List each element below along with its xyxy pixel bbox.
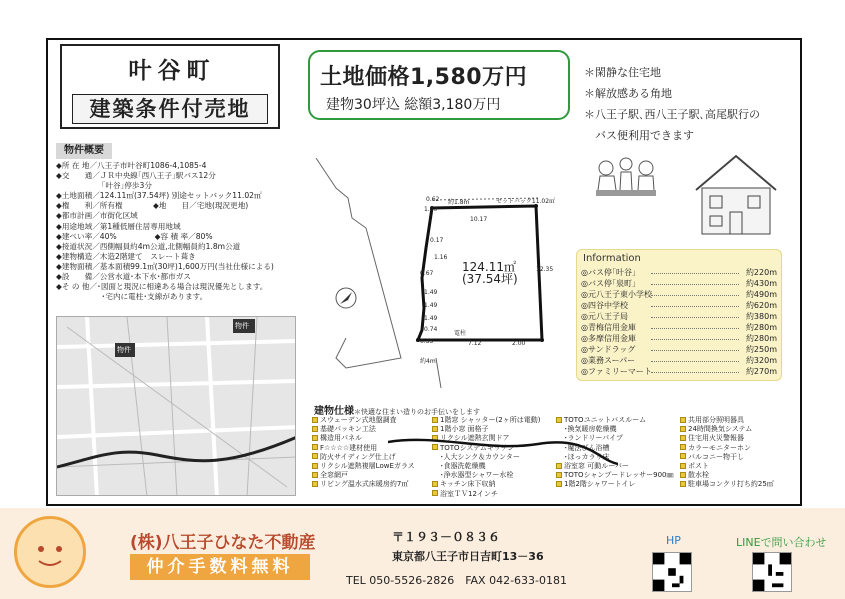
info-bullet-icon: ◎ — [581, 334, 588, 343]
bullet-square-icon — [680, 435, 686, 441]
info-bullet-icon: ◎ — [581, 268, 588, 277]
spec-item — [312, 480, 415, 489]
bullet-square-icon — [680, 472, 686, 478]
postal-code: 〒１９３－０８３６ — [392, 530, 501, 544]
house-illustration — [690, 150, 782, 238]
info-distance: 約620m — [745, 301, 777, 310]
info-bullet-icon: ◎ — [581, 323, 588, 332]
spec-text: TOTOシャンプードレッサー900㎜ — [564, 471, 674, 480]
info-distance: 約430m — [745, 279, 777, 288]
spec-item — [556, 416, 674, 425]
spec-text: TOTOユニットバスルーム — [564, 416, 647, 424]
price-box — [308, 50, 570, 120]
spec-text: 構造用パネル — [320, 434, 362, 443]
plot-dimension-label: 0.17 — [430, 237, 444, 244]
bullet-square-icon — [432, 417, 438, 423]
overview-row: ◆用途地域／第1種低層住居専用地域 — [56, 221, 181, 231]
overview-row: ◆所 在 地／八王子市叶谷町1086-4,1085-4 — [56, 161, 207, 170]
info-row — [581, 268, 779, 278]
info-bullet-icon: ◎ — [581, 301, 588, 310]
spec-item — [680, 480, 774, 489]
no-commission-badge: 仲介手数料無料 — [130, 554, 310, 580]
bullet-square-icon — [556, 417, 562, 423]
spec-text: 住宅用火災警報器 — [688, 434, 744, 443]
spec-text: 共用部分照明器具 — [688, 416, 744, 424]
line-label: LINEで問い合わせ — [736, 536, 827, 549]
info-place: サンドラッグ — [587, 345, 636, 354]
overview-row: ◆設 備／公営水道･本下水･都市ガス — [56, 272, 191, 282]
map-label-property-zoom: 物件 — [235, 322, 249, 330]
overview-row: ◆接道状況／西側幅員約4m公道,北側幅員約1.8m公道 — [56, 241, 241, 251]
spec-text: F☆☆☆☆建材使用 — [320, 443, 378, 452]
spec-item — [432, 416, 540, 425]
info-row — [581, 345, 779, 355]
info-distance: 約250m — [745, 345, 777, 354]
leader-dots — [651, 306, 739, 307]
spec-text: ･魔法びん浴槽 — [564, 443, 610, 452]
plot-diagram — [306, 158, 566, 390]
feature-item: ＊解放感ある角地 — [584, 87, 672, 100]
overview-row: ◆建物構造／木造2階建て スレート葺き — [56, 251, 196, 261]
spec-text: 1階小窓 面格子 — [440, 425, 489, 434]
spec-text: 基礎パッキン工法 — [320, 425, 376, 434]
spec-text: ･人大シンク＆カウンター — [440, 452, 520, 461]
info-place: 元八王子東小学校 — [587, 290, 652, 299]
info-bullet-icon: ◎ — [581, 312, 588, 321]
company-name: (株)八王子ひなた不動産 — [130, 533, 316, 553]
bullet-square-icon — [312, 426, 318, 432]
spec-text: ･食器洗乾燥機 — [440, 462, 486, 471]
setback-label: セットバック11.02㎡ — [496, 198, 556, 205]
info-place: バス停｢叶谷｣ — [587, 268, 636, 277]
bullet-square-icon — [680, 453, 686, 459]
spec-text: 1階2階シャワートイレ — [564, 480, 636, 489]
map-label-property: 物件 — [117, 346, 131, 354]
info-title: Information — [583, 253, 641, 264]
leader-dots — [651, 361, 739, 362]
info-row — [581, 290, 779, 300]
spec-text: キッチン床下収納 — [440, 480, 496, 489]
bullet-square-icon — [680, 417, 686, 423]
contact-numbers: TEL 050-5526-2826 FAX 042-633-0181 — [346, 574, 568, 587]
title-box — [60, 44, 280, 129]
info-distance: 約320m — [745, 356, 777, 365]
info-bullet-icon: ◎ — [581, 290, 588, 299]
spec-text: ポスト — [688, 462, 709, 471]
info-distance: 約380m — [745, 312, 777, 321]
bullet-square-icon — [680, 444, 686, 450]
sun-logo-icon — [14, 516, 86, 588]
spec-text: 全窓網戸 — [320, 471, 348, 480]
plot-area: 124.11㎡ — [462, 260, 516, 274]
info-distance: 約280m — [745, 334, 777, 343]
overview-row: ｢叶谷｣停歩3分 — [56, 181, 152, 191]
spec-text: ･換気暖房乾燥機 — [564, 425, 617, 434]
overview-list — [56, 161, 296, 302]
spec-text: スウェーデン式地盤調査 — [320, 416, 397, 424]
info-distance: 約490m — [745, 290, 777, 299]
leader-dots — [651, 328, 739, 329]
info-place: バス停｢泉町｣ — [587, 279, 636, 288]
spec-text: ･浄水器型シャワー水栓 — [440, 471, 514, 480]
info-row — [581, 301, 779, 311]
info-bullet-icon: ◎ — [581, 279, 588, 288]
spec-text: 浴室ＴＶ12インチ — [440, 489, 498, 498]
overview-row: ◆土地面積／124.11㎡(37.54坪) 別途セットバック11.02㎡ — [56, 191, 262, 201]
spec-item — [432, 480, 540, 489]
info-row — [581, 367, 779, 377]
bullet-square-icon — [312, 444, 318, 450]
info-bullet-icon: ◎ — [581, 367, 588, 376]
info-place: 業務スーパー — [587, 356, 636, 365]
spec-item — [432, 490, 540, 499]
total-price: 建物30坪込 総額3,180万円 — [326, 97, 501, 113]
spec-text: カラーモニターホン — [688, 443, 751, 452]
spec-column-4 — [680, 416, 774, 490]
spec-text: 駐車場コンクリ打ち約25㎡ — [688, 480, 774, 489]
info-bullet-icon: ◎ — [581, 356, 588, 365]
spec-text: 浴室窓 可動ルーバー — [564, 462, 629, 471]
plot-dimension-label: 1.16 — [434, 254, 448, 261]
info-row — [581, 279, 779, 289]
bullet-square-icon — [680, 426, 686, 432]
spec-item — [312, 416, 415, 425]
info-distance: 約280m — [745, 323, 777, 332]
sun-face-icon — [17, 519, 83, 585]
hp-label: HP — [666, 534, 681, 547]
spec-item — [556, 480, 674, 489]
hp-qr-code-icon[interactable] — [652, 552, 692, 592]
plot-dimension-label: 1.00 — [424, 206, 438, 213]
bullet-square-icon — [312, 481, 318, 487]
bullet-square-icon — [312, 453, 318, 459]
plot-dimension-label: 10.17 — [470, 216, 488, 223]
info-row — [581, 323, 779, 333]
info-row — [581, 312, 779, 322]
plot-dimension-label: 12.35 — [536, 266, 554, 273]
spec-text: ･ランドリーパイプ — [564, 434, 623, 443]
bullet-square-icon — [556, 472, 562, 478]
info-place: 元八王子局 — [587, 312, 628, 321]
footer — [0, 508, 845, 599]
feature-item: バス便利用できます — [584, 129, 694, 142]
spec-heading: 建物仕様 — [314, 406, 354, 417]
family-illustration — [586, 148, 666, 212]
bullet-square-icon — [680, 463, 686, 469]
spec-title — [314, 402, 480, 417]
spec-item — [680, 434, 774, 443]
plot-dimension-label: 1.49 — [424, 289, 438, 296]
overview-row: ◆権 利／所有権 ◆地 目／宅地(現況更地) — [56, 201, 249, 211]
bullet-square-icon — [680, 481, 686, 487]
company-address: 東京都八王子市日吉町13－36 — [392, 550, 544, 563]
overview-row: ･宅内に電柱･支線があります。 — [56, 292, 208, 302]
spec-item — [680, 444, 774, 453]
spec-text: 散水栓 — [688, 471, 709, 480]
pole-label: 電柱 — [454, 330, 467, 337]
overview-heading: 物件概要 — [56, 143, 112, 159]
overview-row: ◆建ぺい率／40% ◆容 積 率／80% — [56, 231, 213, 241]
info-place: 四谷中学校 — [587, 301, 628, 310]
leader-dots — [651, 372, 739, 373]
leader-dots — [651, 284, 739, 285]
overview-row: ◆交 通／ＪＲ中央線｢西八王子｣駅バス12分 — [56, 171, 216, 181]
overview-row: ◆建物面積／基本面積99.1㎡(30坪)1,600万円(当社仕様による) — [56, 261, 274, 271]
spec-text: リクシル遮熱玄関ドア — [440, 434, 510, 443]
overview-row: ◆そ の 他／･図面と現況に相違ある場合は現況優先とします。 — [56, 282, 268, 292]
building-specs — [308, 400, 792, 500]
spec-item — [680, 453, 774, 462]
place-name: 叶谷町 — [128, 58, 216, 84]
bullet-square-icon — [312, 417, 318, 423]
bullet-square-icon — [556, 481, 562, 487]
spec-item — [680, 416, 774, 425]
plot-dimension-label: 0.62 — [426, 196, 440, 203]
spec-text: バルコニー物干し — [688, 452, 744, 461]
map-graphic — [57, 317, 296, 496]
plot-dimension-label: 0.74 — [424, 326, 438, 333]
leader-dots — [651, 339, 739, 340]
strike-through-line — [388, 430, 618, 470]
spec-text: 1階窓 シャッター(2ヶ所は電動) — [440, 416, 541, 424]
info-place: 多摩信用金庫 — [587, 334, 636, 343]
spec-text: 24時間換気システム — [688, 425, 753, 434]
spec-text: リクシル遮熱複層LowEガラス — [320, 462, 415, 471]
plot-tsubo: (37.54坪) — [462, 272, 518, 286]
info-row — [581, 334, 779, 344]
leader-dots — [651, 350, 739, 351]
spec-text: リビング温水式床暖房約7㎡ — [320, 480, 409, 489]
bullet-square-icon — [432, 481, 438, 487]
spec-text: 防火サイディング仕上げ — [320, 452, 396, 461]
feature-list — [584, 62, 760, 146]
plot-dimension-label: 2.00 — [512, 340, 526, 347]
plot-dimension-label: 7.12 — [468, 340, 482, 347]
spec-item — [680, 462, 774, 471]
spec-text: TOTOシステムキッチン — [440, 443, 515, 452]
listing-type: 建築条件付売地 — [72, 94, 268, 124]
info-bullet-icon: ◎ — [581, 345, 588, 354]
bullet-square-icon — [312, 463, 318, 469]
spec-subtitle: ＊快適な住まい造りのお手伝いをします — [354, 408, 480, 416]
info-row — [581, 356, 779, 366]
info-distance: 約220m — [745, 268, 777, 277]
info-place: 青梅信用金庫 — [587, 323, 636, 332]
location-map — [56, 316, 296, 496]
bullet-square-icon — [312, 472, 318, 478]
north-road-width: 約1.8m — [448, 199, 470, 206]
feature-item: ＊閑静な住宅地 — [584, 66, 661, 79]
bullet-square-icon — [312, 435, 318, 441]
info-distance: 約270m — [745, 367, 777, 376]
leader-dots — [651, 317, 739, 318]
line-qr-code-icon[interactable] — [752, 552, 792, 592]
land-price: 土地価格1,580万円 — [320, 65, 528, 90]
leader-dots — [651, 295, 739, 296]
bullet-square-icon — [432, 490, 438, 496]
info-place: ファミリーマート — [587, 367, 652, 376]
overview-row: ◆都市計画／市街化区域 — [56, 211, 138, 221]
feature-item: ＊八王子駅､西八王子駅､高尾駅行の — [584, 108, 760, 121]
plot-dimension-label: 0.35 — [420, 338, 434, 345]
nearby-info — [576, 249, 782, 381]
spec-text: ･ほっカラリ床 — [564, 452, 610, 461]
west-road-width: 約4m — [420, 358, 436, 365]
plot-dimension-label: 1.49 — [424, 315, 438, 322]
plot-dimension-label: 1.49 — [424, 302, 438, 309]
plot-dimension-label: 0.67 — [420, 270, 434, 277]
leader-dots — [651, 273, 739, 274]
